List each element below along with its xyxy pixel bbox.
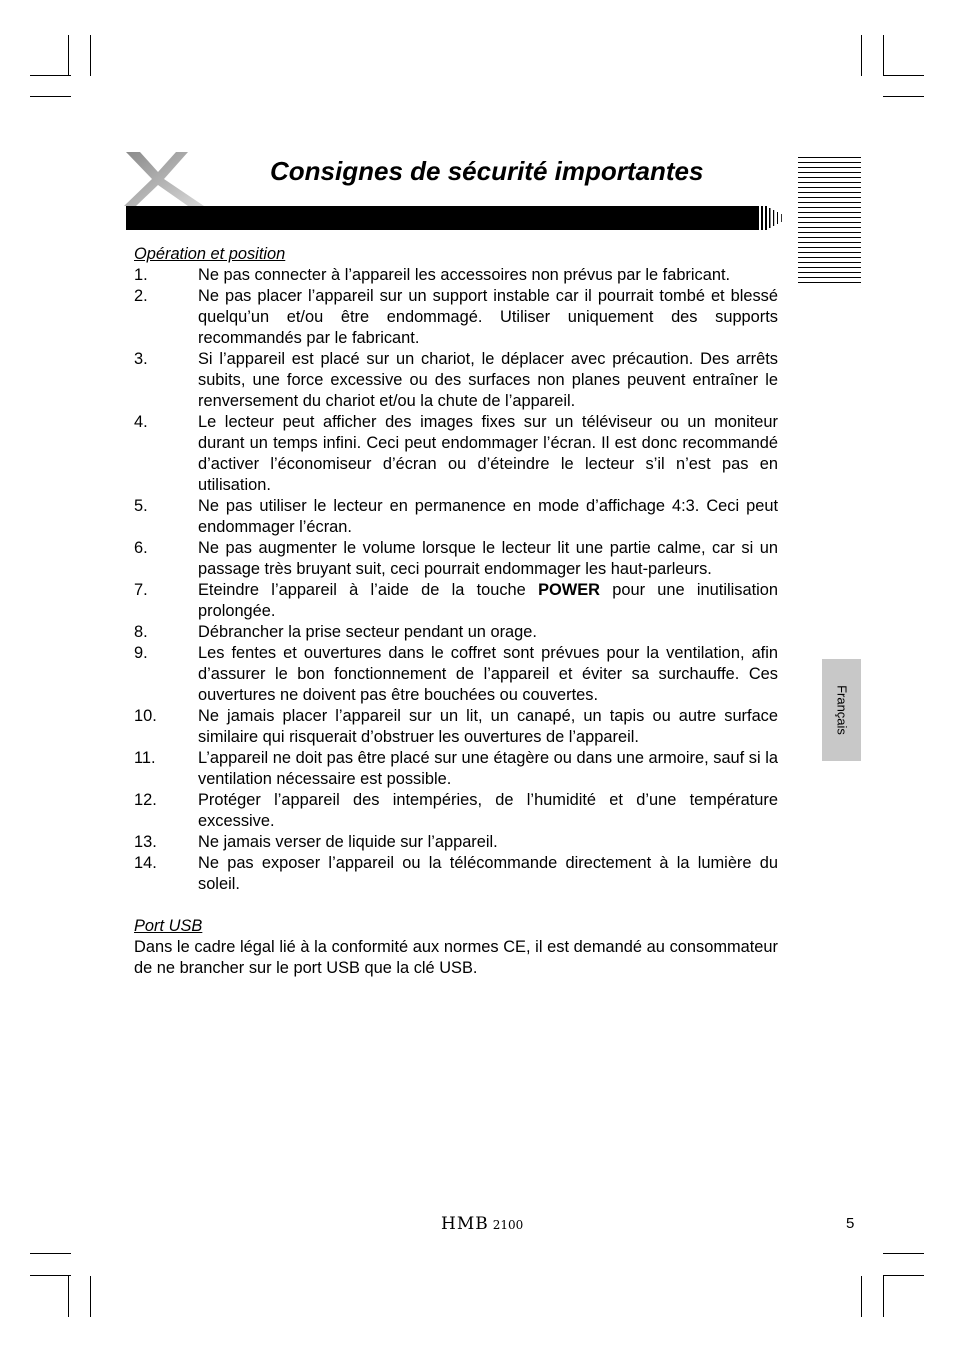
item-text: Ne pas augmenter le volume lorsque le lecteur lit une partie calme, car si un passage très bruyant suit, ceci pourrait endommager les haut-parleurs.: [198, 539, 778, 578]
item-text: Protéger l’appareil des intempéries, de l’humidité et d’une température excessive.: [198, 791, 778, 830]
item-number: 11.: [134, 749, 156, 767]
item-text: L’appareil ne doit pas être placé sur une étagère ou dans une armoire, sauf si la ventilation nécessaire est possible.: [198, 749, 778, 788]
list-item: [134, 580, 778, 622]
item-number: 3.: [134, 350, 148, 368]
title-underline-bar: [126, 206, 756, 230]
item-text-part: Eteindre l’appareil à l’aide de la touche: [198, 581, 539, 599]
item-text: Débrancher la prise secteur pendant un orage.: [198, 623, 537, 641]
crop-mark: [883, 1253, 924, 1254]
crop-mark: [883, 75, 924, 76]
brand-x-logo: [124, 150, 212, 208]
crop-mark: [883, 1275, 924, 1276]
item-number: 9.: [134, 644, 148, 662]
list-item: [134, 853, 778, 895]
spacer: [134, 895, 778, 916]
item-text: Ne pas connecter à l’appareil les accessoires non prévus par le fabricant.: [198, 266, 731, 284]
item-text: Ne jamais placer l’appareil sur un lit, un canapé, un tapis ou autre surface similaire qui risquerait d’obstruer les ouvertures de l’appareil.: [198, 707, 778, 746]
main-content: [134, 244, 778, 979]
model-name: HMB: [441, 1214, 489, 1234]
item-number: 12.: [134, 791, 157, 809]
crop-mark: [30, 96, 71, 97]
usb-paragraph: Dans le cadre légal lié à la conformité aux normes CE, il est demandé au consommateur de ne brancher sur le port USB que la clé USB.: [134, 938, 778, 977]
item-number: 1.: [134, 266, 148, 284]
crop-mark: [30, 1253, 71, 1254]
list-item: [134, 706, 778, 748]
item-text: Ne pas placer l’appareil sur un support instable car il pourrait tombé et blessé quelqu’un et/ou être endommagé. Utiliser uniquement des supports recommandés par le fabricant.: [198, 287, 778, 347]
crop-mark: [90, 35, 91, 76]
list-item: [134, 790, 778, 832]
list-item: [134, 643, 778, 706]
item-text-part: pour une inutilisation prolongée.: [198, 581, 779, 620]
footer-model: [441, 1214, 523, 1234]
list-item: [134, 748, 778, 790]
item-text: Ne pas exposer l’appareil ou la télécommande directement à la lumière du soleil.: [198, 854, 778, 893]
language-tab: [822, 659, 861, 761]
page-title: Consignes de sécurité importantes: [270, 156, 704, 186]
crop-mark: [68, 35, 69, 76]
title-bar-fade-pattern: [756, 206, 786, 230]
crop-mark: [68, 1276, 69, 1317]
power-key-label: POWER: [538, 581, 600, 599]
crop-mark: [90, 1276, 91, 1317]
list-item: [134, 265, 778, 286]
item-number: 13.: [134, 833, 157, 851]
item-number: 5.: [134, 497, 148, 515]
model-number: 2100: [492, 1218, 524, 1232]
crop-mark: [883, 1276, 884, 1317]
item-number: 10.: [134, 707, 157, 725]
crop-mark: [883, 35, 884, 76]
list-item: [134, 286, 778, 349]
item-text: Les fentes et ouvertures dans le coffret sont prévues pour la ventilation, afin d’assurer le bon fonctionnement de l’appareil et éviter sa surchauffe. Ces ouvertures ne doivent pas être bouchées ou couvertes.: [198, 644, 778, 704]
item-number: 14.: [134, 854, 157, 872]
item-number: 4.: [134, 413, 148, 431]
item-number: 8.: [134, 623, 148, 641]
crop-mark: [861, 35, 862, 76]
list-item: [134, 496, 778, 538]
page-number: 5: [846, 1215, 855, 1232]
item-number: 2.: [134, 287, 148, 305]
section-title-operation: Opération et position: [134, 245, 286, 263]
list-item: [134, 349, 778, 412]
list-item: [134, 622, 778, 643]
list-item: [134, 412, 778, 496]
item-number: 6.: [134, 539, 148, 557]
list-item: [134, 538, 778, 580]
section-title-usb: Port USB: [134, 917, 203, 935]
item-text: Ne jamais verser de liquide sur l’appareil.: [198, 833, 498, 851]
crop-mark: [861, 1276, 862, 1317]
crop-mark: [30, 1275, 71, 1276]
crop-mark: [883, 96, 924, 97]
item-text: Si l’appareil est placé sur un chariot, le déplacer avec précaution. Des arrêts subits, une force excessive ou des surfaces non planes peuvent entraîner le renversement du chariot et/ou la chute de l’appareil.: [198, 350, 778, 410]
side-decoration-lines: [798, 157, 861, 283]
item-text: [198, 580, 778, 622]
item-number: 7.: [134, 581, 148, 599]
language-tab-label: Français: [834, 685, 849, 735]
safety-list: [134, 265, 778, 895]
item-text: Ne pas utiliser le lecteur en permanence en mode d’affichage 4:3. Ceci peut endommager l’écran.: [198, 497, 778, 536]
list-item: [134, 832, 778, 853]
crop-mark: [30, 75, 71, 76]
item-text: Le lecteur peut afficher des images fixes sur un téléviseur ou un moniteur durant un temps infini. Ceci peut endommager l’écran. Il est donc recommandé d’activer l’économiseur d’écran ou d’éteindre le lecteur s’il n’est pas en utilisation.: [198, 413, 778, 494]
